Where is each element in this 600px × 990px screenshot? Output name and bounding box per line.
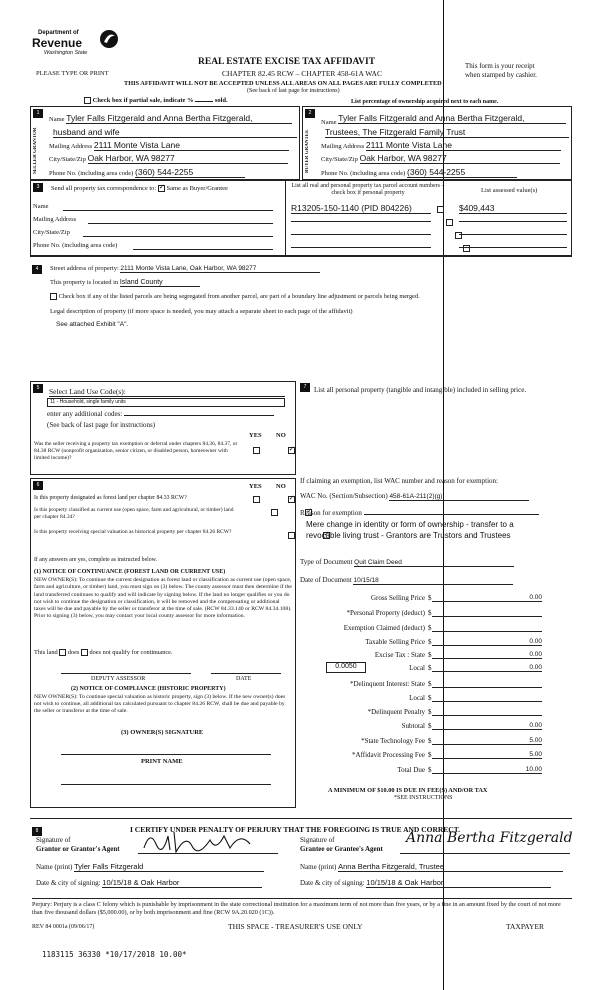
doc-date-row xyxy=(300,576,513,585)
amount-value[interactable] xyxy=(432,624,542,632)
forest-question: Is this property designated as forest land per chapter 84.33 RCW? xyxy=(34,495,187,501)
partial-sale-checkbox[interactable] xyxy=(84,97,91,104)
amount-label: *Delinquent Interest: State xyxy=(349,680,425,688)
grantor-sig-label-2: Grantor or Grantor's Agent xyxy=(36,845,120,853)
no-header-6: NO xyxy=(276,483,286,490)
corr-city-label: City/State/Zip xyxy=(33,229,70,236)
grantee-name-row xyxy=(300,862,563,872)
dollar-sign: $ xyxy=(428,624,432,632)
see-instructions: *SEE INSTRUCTIONS xyxy=(394,795,453,801)
please-print: PLEASE TYPE OR PRINT xyxy=(36,70,109,77)
owner-signature-line[interactable] xyxy=(61,754,271,755)
amount-excise-state xyxy=(300,651,550,662)
amount-penalty xyxy=(300,708,550,719)
legal-description[interactable]: See attached Exhibit "A". xyxy=(56,321,129,328)
parcel-personal-checkbox-4[interactable] xyxy=(463,245,470,252)
reason-line-1[interactable]: Mere change in identity or form of ownership - transfer to a xyxy=(306,520,514,529)
buyer-city[interactable]: Oak Harbor, WA 98277 xyxy=(360,153,560,164)
seller-phone-row xyxy=(49,167,245,178)
amount-value[interactable]: 5.00 xyxy=(432,737,542,745)
amount-interest-state xyxy=(300,680,550,691)
doc-type-label: Type of Document xyxy=(300,558,353,566)
section-5-marker: 5 xyxy=(33,384,43,393)
parcel-field-2[interactable] xyxy=(291,221,431,222)
county[interactable]: Island County xyxy=(120,279,200,287)
amount-interest-local xyxy=(300,694,550,705)
amount-label: *Delinquent Penalty xyxy=(367,708,425,716)
parcel-field-3[interactable] xyxy=(291,234,431,235)
seller-name-2[interactable]: husband and wife xyxy=(53,127,297,138)
assessed-field-4[interactable] xyxy=(459,247,567,248)
amount-value[interactable]: 0.00 xyxy=(432,664,542,672)
certify-title: I CERTIFY UNDER PENALTY OF PERJURY THAT THE FOREGOING IS TRUE AND CORRECT. xyxy=(130,825,461,834)
legal-description-label: Legal description of property (if more space is needed, you may attach a separate sheet to each page of the affidavit) xyxy=(50,308,353,315)
historic-yes-checkbox[interactable] xyxy=(288,532,295,539)
logo-dept-text: Department of xyxy=(38,30,79,36)
amount-label: Subtotal xyxy=(401,722,425,730)
county-row xyxy=(50,279,200,287)
dollar-sign: $ xyxy=(428,737,432,745)
amount-subtotal xyxy=(300,722,550,733)
dollar-sign: $ xyxy=(428,680,432,688)
exemption-claim-label: If claiming an exemption, list WAC number and reason for exemption: xyxy=(300,477,498,485)
amount-value[interactable]: 10.00 xyxy=(432,766,542,774)
grantee-sig-label-2: Grantee or Grantee's Agent xyxy=(300,845,383,853)
amount-label: Exemption Claimed (deduct) xyxy=(343,624,425,632)
county-label: This property is located in xyxy=(50,279,119,286)
sold-label: sold. xyxy=(214,97,228,104)
if-any-yes: If any answers are yes, complete as instructed below. xyxy=(34,557,157,563)
forest-yes-checkbox[interactable] xyxy=(253,496,260,503)
reason-field-line[interactable] xyxy=(364,514,539,515)
buyer-addr-row xyxy=(321,140,561,151)
parcel-personal-checkbox-3[interactable] xyxy=(455,232,462,239)
receipt-line2: when stamped by cashier. xyxy=(465,71,537,79)
amount-label: *Personal Property (deduct) xyxy=(346,609,425,617)
seller-addr-row xyxy=(49,140,289,151)
land-use-label: Select Land Use Code(s): xyxy=(49,387,285,397)
amount-personal-property xyxy=(300,609,550,620)
amount-label: Local xyxy=(409,664,425,672)
yes-header-6: YES xyxy=(249,483,262,490)
amount-tech-fee xyxy=(300,737,550,748)
correspondence-label: Send all property tax correspondence to: xyxy=(51,185,157,192)
treasurer-use: THIS SPACE - TREASURER'S USE ONLY xyxy=(228,922,363,931)
taxpayer-label: TAXPAYER xyxy=(506,922,545,931)
does-checkbox[interactable] xyxy=(59,649,66,656)
seller-city-label: City/State/Zip xyxy=(49,156,86,163)
grantee-date-row xyxy=(300,878,551,888)
doc-date[interactable]: 10/15/18 xyxy=(353,577,513,585)
section-3-marker: 3 xyxy=(33,183,43,192)
does-not-label: does not qualify for continuance. xyxy=(89,649,173,656)
grantor-signature[interactable] xyxy=(140,826,260,854)
corr-phone-label: Phone No. (including area code) xyxy=(33,242,118,249)
current-use-question: Is this property classified as current use (open space, farm and agricultural, or timber) land per chapter 84.34? xyxy=(34,507,234,520)
grantor-name-row xyxy=(36,862,264,872)
deputy-assessor-line[interactable] xyxy=(61,673,191,674)
dollar-sign: $ xyxy=(428,722,432,730)
buyer-name-2[interactable]: Trustees, The Fitzgerald Family Trust xyxy=(325,127,569,138)
continuance-row xyxy=(34,649,173,656)
reason-line-2[interactable]: revocable living trust - Grantors are Trustors and Trustees xyxy=(306,531,511,540)
amount-excise-local xyxy=(300,664,550,675)
does-label: does xyxy=(67,649,80,656)
grantee-signature[interactable]: Anna Bertha Fitzgerald xyxy=(406,830,573,846)
amount-label: *State Technology Fee xyxy=(361,737,425,745)
notice-compliance-title: (2) NOTICE OF COMPLIANCE (HISTORIC PROPERTY) xyxy=(71,686,226,692)
perjury-notice: Perjury: Perjury is a class C felony which is punishable by imprisonment in the state correctional institution for a maximum term of not more than five years, or by a fine in an amount fixed by the court of not more than five thousand dollars ($5,000.00), or by both imprisonment and fine (RCW 9A.20.020 (1C)). xyxy=(32,898,572,917)
reason-label: Reason for exemption xyxy=(300,509,362,517)
buyer-name-label: Name xyxy=(321,119,337,126)
doc-type[interactable]: Quit Claim Deed xyxy=(354,559,514,567)
notice-compliance-body: NEW OWNER(S): To continue special valuation as historic property, sign (3) below. If the new owner(s) does not wish to continue, all additional tax calculated pursuant to chapter 84.26 RCW, shall be due and payable by the seller or transferor at the time of sale. xyxy=(34,694,286,714)
corr-city-row xyxy=(33,229,273,236)
seller-side-label: SELLER GRANTOR xyxy=(33,127,38,175)
buyer-phone[interactable]: (360) 544-2255 xyxy=(407,167,517,178)
section-8-marker: 8 xyxy=(32,827,42,836)
assessed-value[interactable]: $409,443 xyxy=(459,203,567,214)
notice-continuance-body: NEW OWNER(S): To continue the current designation as forest land or classification as current use (open space, farm and agriculture, or timber) land, you must sign on (3) below. The county assessor must then determine if the land transferred continues to qualify and will indicate by signing below. If the land no longer qualifies or you do not wish to continue the designation or classification, it will be removed and the compensating or additional taxes will be due and payable by the seller or transferor at the time of sale. (RCW 84.33.140 or RCW 84.34.108). Prior to signing (3) below, you may contact your local county assessor for more information. xyxy=(34,577,292,620)
amount-value[interactable] xyxy=(432,708,542,716)
amount-exemption xyxy=(300,624,550,635)
grantor-sig-line xyxy=(138,853,278,854)
deputy-assessor-label: DEPUTY ASSESSOR xyxy=(91,676,146,682)
grantor-sig-label-1: Signature of xyxy=(36,836,71,844)
corr-phone-row xyxy=(33,242,273,249)
amount-label: Total Due xyxy=(397,766,425,774)
segregated-row xyxy=(50,293,420,300)
form-title: REAL ESTATE EXCISE TAX AFFIDAVIT xyxy=(198,57,376,67)
buyer-phone-row xyxy=(321,167,517,178)
personal-property-label: List all personal property (tangible and intangible) included in selling price. xyxy=(314,386,527,394)
amount-label: Gross Selling Price xyxy=(370,594,425,602)
exemption-yes-checkbox[interactable] xyxy=(253,447,260,454)
parcel-list-header: List all real and personal property tax parcel account numbers – check box if personal property xyxy=(291,183,445,196)
section-4-marker: 4 xyxy=(32,265,42,274)
additional-codes-label: enter any additional codes: xyxy=(47,410,123,418)
amount-label: Local xyxy=(409,694,425,702)
seller-name-label: Name xyxy=(49,116,65,123)
assessor-date-line[interactable] xyxy=(211,673,281,674)
print-name-label: PRINT NAME xyxy=(141,758,183,765)
dollar-sign: $ xyxy=(428,694,432,702)
reason-row xyxy=(300,509,539,517)
seller-addr-label: Mailing Address xyxy=(49,143,93,150)
grantor-name[interactable]: Tyler Falls Fitzgerald xyxy=(74,862,264,872)
receipt-line1: This form is your receipt xyxy=(465,62,535,70)
form-warning: THIS AFFIDAVIT WILL NOT BE ACCEPTED UNLESS ALL AREAS ON ALL PAGES ARE FULLY COMPLETED xyxy=(124,80,442,87)
section-4-property xyxy=(30,256,572,376)
amount-value[interactable]: 0.00 xyxy=(432,651,542,659)
amount-taxable xyxy=(300,638,550,649)
buyer-name-1[interactable]: Tyler Falls Fitzgerald and Anna Bertha Fitzgerald, xyxy=(338,113,566,124)
segregated-checkbox[interactable] xyxy=(50,293,57,300)
amount-processing-fee xyxy=(300,751,550,762)
doc-date-label: Date of Document xyxy=(300,576,352,584)
dollar-sign: $ xyxy=(428,766,432,774)
dollar-sign: $ xyxy=(428,609,432,617)
parcel-personal-checkbox-1[interactable] xyxy=(437,206,444,213)
assessed-field-3[interactable] xyxy=(459,234,567,235)
grantor-date-row xyxy=(36,878,262,888)
logo-name-text: Revenue xyxy=(32,36,83,50)
grantee-sig-line xyxy=(400,853,570,854)
amount-label: Excise Tax : State xyxy=(374,651,425,659)
section-3-divider xyxy=(285,181,286,257)
grantor-name-label: Name (print) xyxy=(36,863,73,871)
amount-value[interactable]: 0.00 xyxy=(432,722,542,730)
grantee-name[interactable]: Anna Bertha Fitzgerald, Trustee xyxy=(338,862,563,872)
seller-phone-label: Phone No. (including area code) xyxy=(49,170,134,177)
amount-value[interactable]: 0.00 xyxy=(432,594,542,602)
section-2-buyer xyxy=(302,106,572,180)
corr-name-label: Name xyxy=(33,203,49,210)
personal-property-block xyxy=(298,381,572,441)
amount-value[interactable] xyxy=(432,609,542,617)
grantee-date[interactable]: 10/15/18 & Oak Harbor xyxy=(366,878,551,888)
notice-continuance-title: (1) NOTICE OF CONTINUANCE (FOREST LAND OR CURRENT USE) xyxy=(34,569,226,575)
personal-property-marker: 7 xyxy=(300,383,310,392)
partial-sale-label: Check box if partial sale, indicate % xyxy=(92,97,194,104)
amount-value[interactable]: 5.00 xyxy=(432,751,542,759)
exemption-no-checkbox[interactable] xyxy=(288,447,295,454)
partial-sale-pct-field[interactable] xyxy=(195,101,213,102)
section-5-land-use xyxy=(30,381,296,475)
seller-city-row xyxy=(49,153,288,164)
seller-name-1[interactable]: Tyler Falls Fitzgerald and Anna Bertha Fitzgerald, xyxy=(66,113,292,124)
no-header-5: NO xyxy=(276,432,286,439)
section-2-marker: 2 xyxy=(305,109,315,118)
segregated-label: Check box if any of the listed parcels are being segregated from another parcel, are part of a boundary line adjustment or parcels being merged. xyxy=(58,293,420,300)
buyer-addr-label: Mailing Address xyxy=(321,143,365,150)
street-row xyxy=(50,265,320,273)
assessed-field-2[interactable] xyxy=(459,221,567,222)
wac-label: WAC No. (Section/Subsection) xyxy=(300,492,388,500)
amount-label: Taxable Selling Price xyxy=(365,638,425,646)
section-3-correspondence xyxy=(30,180,572,256)
same-as-buyer-label: Same as Buyer/Grantee xyxy=(166,185,228,192)
section-6-marker: 6 xyxy=(33,481,43,490)
seller-city[interactable]: Oak Harbor, WA 98277 xyxy=(88,153,288,164)
dollar-sign: $ xyxy=(428,638,432,646)
section-6-designation xyxy=(30,478,296,808)
list-percentage-note: List percentage of ownership acquired next to each name. xyxy=(351,99,499,105)
assessed-header: List assessed value(s) xyxy=(481,187,538,194)
local-rate-field[interactable]: 0.0050 xyxy=(326,662,366,673)
amount-total xyxy=(300,766,550,777)
dollar-sign: $ xyxy=(428,708,432,716)
grantee-sig-label-1: Signature of xyxy=(300,836,335,844)
dor-logo xyxy=(32,28,132,66)
print-name-line[interactable] xyxy=(61,784,271,785)
same-as-buyer-checkbox[interactable] xyxy=(158,185,165,192)
wac-row xyxy=(300,492,529,501)
land-use-see-back: (See back of last page for instructions) xyxy=(47,421,156,429)
seller-name-row xyxy=(49,113,297,124)
grantee-name-label: Name (print) xyxy=(300,863,337,871)
grantor-date-label: Date & city of signing: xyxy=(36,879,101,887)
amount-value[interactable] xyxy=(432,680,542,688)
street-address[interactable]: 2111 Monte Vista Lane, Oak Harbor, WA 98277 xyxy=(120,265,320,273)
parcel-personal-checkbox-2[interactable] xyxy=(446,219,453,226)
correspondence-row xyxy=(51,185,228,192)
forest-no-checkbox[interactable] xyxy=(288,496,295,503)
section-1-marker: 1 xyxy=(33,109,43,118)
doc-type-row xyxy=(300,558,514,567)
additional-codes-field[interactable] xyxy=(124,415,274,416)
corr-city-field[interactable] xyxy=(83,236,273,237)
current-use-yes-checkbox[interactable] xyxy=(271,509,278,516)
corr-addr-row xyxy=(33,216,273,223)
treasurer-stamp: 1183115 36330 *10/17/2018 10.00* xyxy=(42,950,187,959)
grantee-date-label: Date & city of signing: xyxy=(300,879,365,887)
section-1-seller xyxy=(30,106,300,180)
logo-state-text: Washington State xyxy=(44,50,88,56)
grantor-date[interactable]: 10/15/18 & Oak Harbor xyxy=(102,878,262,888)
parcel-field-4[interactable] xyxy=(291,247,431,248)
buyer-city-row xyxy=(321,153,560,164)
seller-phone[interactable]: (360) 544-2255 xyxy=(135,167,245,178)
buyer-addr[interactable]: 2111 Monte Vista Lane xyxy=(366,140,561,151)
amount-value[interactable] xyxy=(432,694,542,702)
dollar-sign: $ xyxy=(428,751,432,759)
dollar-sign: $ xyxy=(428,594,432,602)
this-land-label: This land xyxy=(34,649,58,656)
minimum-due: A MINIMUM OF $10.00 IS DUE IN FEE(S) AND/OR TAX xyxy=(328,787,488,794)
corr-name-row xyxy=(33,203,273,210)
parcel-number[interactable]: R13205-150-1140 (PID 804226) xyxy=(291,203,431,214)
seller-addr[interactable]: 2111 Monte Vista Lane xyxy=(94,140,289,151)
corr-addr-label: Mailing Address xyxy=(33,216,77,223)
dollar-sign: $ xyxy=(428,664,432,672)
additional-codes-row xyxy=(47,410,274,418)
land-use-code-select[interactable]: 11 - Household, single family units xyxy=(47,398,285,407)
buyer-name-row xyxy=(321,113,566,126)
historic-question: Is this property receiving special valuation as historical property per chapter 84.26 RCW? xyxy=(34,529,232,535)
amount-label: *Affidavit Processing Fee xyxy=(352,751,425,759)
partial-sale-row xyxy=(84,97,228,104)
corr-phone-field[interactable] xyxy=(133,249,273,250)
buyer-side-label: BUYER GRANTEE xyxy=(305,129,310,173)
does-not-checkbox[interactable] xyxy=(81,649,88,656)
form-revision: REV 84 0001a (09/06/17) xyxy=(32,924,95,930)
form-subtitle: CHAPTER 82.45 RCW – CHAPTER 458-61A WAC xyxy=(222,69,382,78)
dollar-sign: $ xyxy=(428,651,432,659)
corr-name-field[interactable] xyxy=(63,210,273,211)
corr-addr-field[interactable] xyxy=(88,223,273,224)
see-back-instructions: (See back of last page for instructions) xyxy=(247,88,340,94)
yes-header-5: YES xyxy=(249,432,262,439)
amount-value[interactable]: 0.00 xyxy=(432,638,542,646)
wac-number[interactable]: 458-61A-211(2)(g) xyxy=(389,493,529,501)
street-label: Street address of property: xyxy=(50,265,119,272)
owner-signature-title: (3) OWNER(S) SIGNATURE xyxy=(121,729,204,736)
buyer-phone-label: Phone No. (including area code) xyxy=(321,170,406,177)
amount-gross xyxy=(300,594,550,605)
logo-swoosh-icon xyxy=(98,28,120,50)
exemption-question: Was the seller receiving a property tax exemption or deferral under chapters 84.36, 84.37, or 84.38 RCW (nonprofit organization, senior citizen, or disabled person, homeowner with limited income)? xyxy=(34,441,238,461)
buyer-city-label: City/State/Zip xyxy=(321,156,358,163)
assessor-date-label: DATE xyxy=(236,676,252,682)
